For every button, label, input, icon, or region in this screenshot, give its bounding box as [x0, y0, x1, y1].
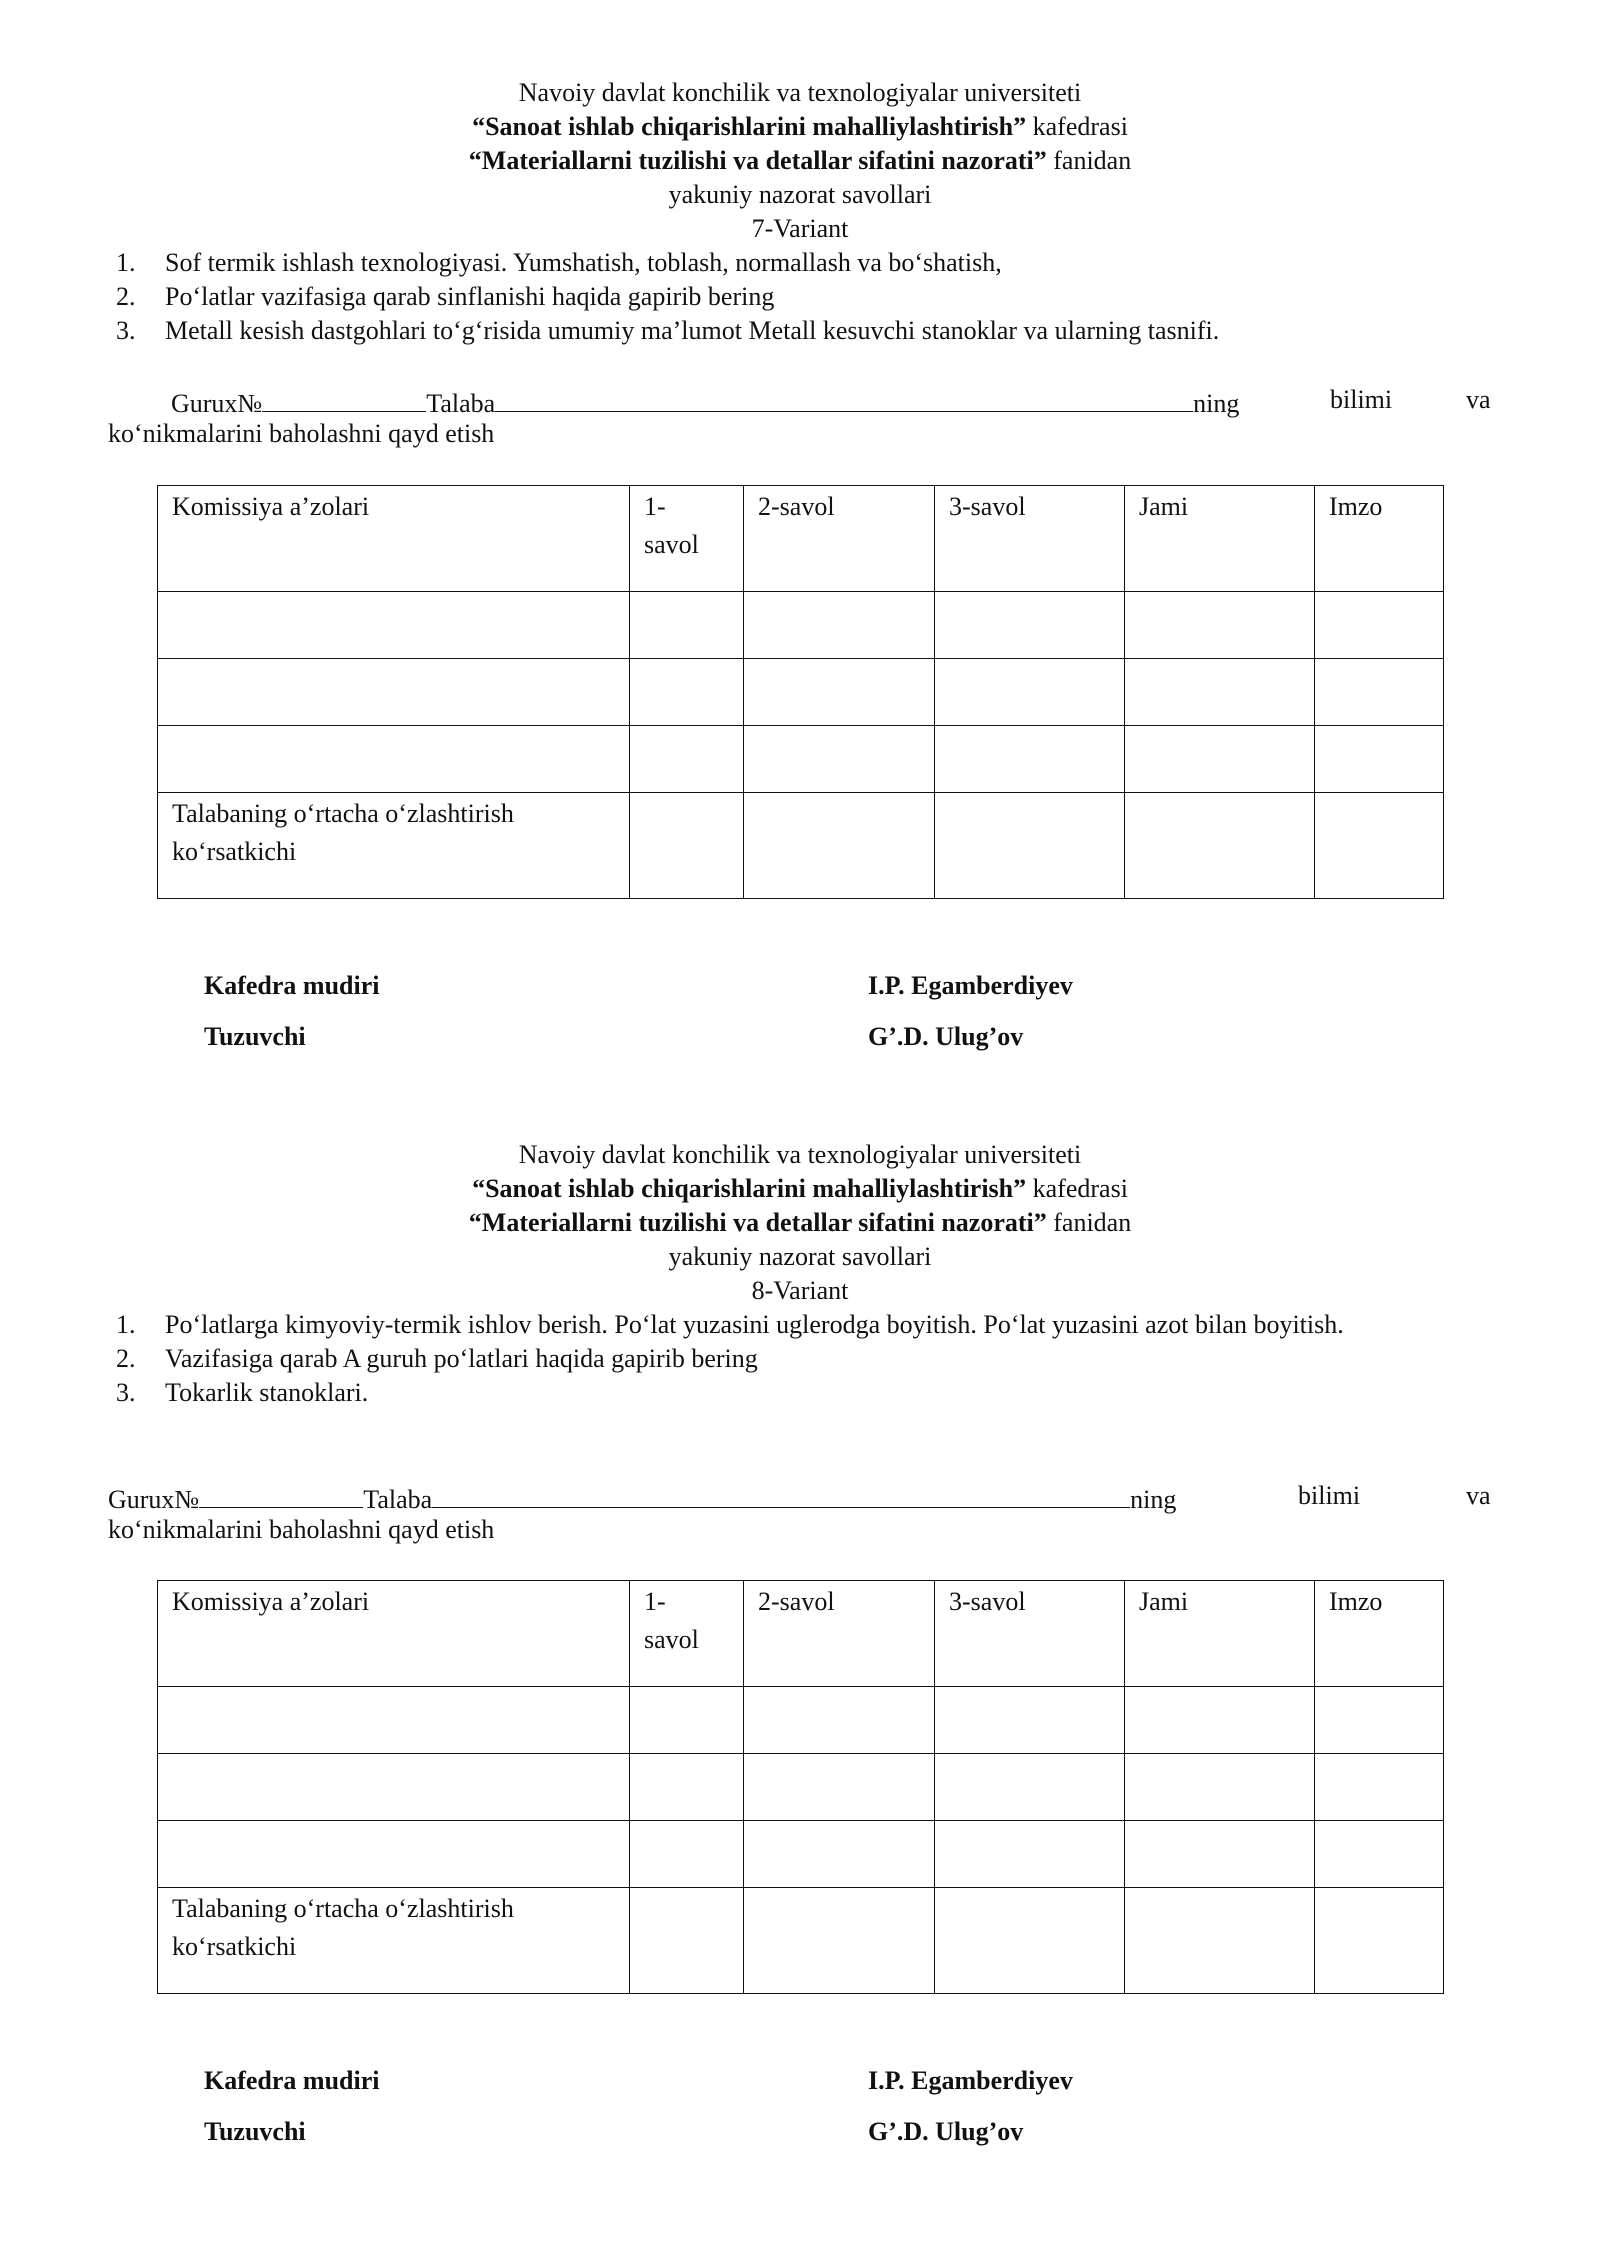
- header-q1: [630, 486, 744, 592]
- question-item: [108, 1342, 1378, 1376]
- subject-suffix: fanidan: [1046, 1208, 1132, 1237]
- average-label-line1: Talabaning o‘rtacha o‘zlashtirish: [172, 1894, 514, 1923]
- author-role: Tuzuvchi: [204, 1022, 306, 1051]
- department-suffix: kafedrasi: [1026, 1174, 1128, 1203]
- header-q3: 3-savol: [935, 486, 1125, 592]
- table-row: [158, 1821, 1444, 1888]
- table-row: [158, 1687, 1444, 1754]
- question-item: [108, 1376, 1378, 1410]
- question-number: 1.: [116, 248, 136, 277]
- table-cell[interactable]: [744, 1888, 935, 1994]
- student-name-blank[interactable]: [432, 1479, 1130, 1508]
- table-cell[interactable]: [630, 793, 744, 899]
- va-word: va: [1466, 385, 1491, 414]
- table-cell[interactable]: [158, 592, 630, 659]
- subject-line: [0, 1206, 1600, 1240]
- head-name: I.P. Egamberdiyev: [868, 2066, 1073, 2095]
- ning-word: ning: [1130, 1485, 1177, 1514]
- table-cell[interactable]: [630, 592, 744, 659]
- table-cell[interactable]: [744, 659, 935, 726]
- header-q1-line1: 1-: [644, 492, 666, 521]
- va-word: va: [1466, 1481, 1491, 1510]
- header-q1-line2: savol: [644, 1625, 699, 1654]
- table-header-row: [158, 486, 1444, 592]
- author-name: G’.D. Ulug’ov: [868, 2117, 1024, 2146]
- question-item: [108, 280, 1408, 314]
- header-signature: Imzo: [1315, 1581, 1444, 1687]
- table-cell[interactable]: [1315, 1821, 1444, 1888]
- table-cell[interactable]: [1125, 793, 1315, 899]
- table-cell[interactable]: [935, 726, 1125, 793]
- table-cell[interactable]: [1315, 1687, 1444, 1754]
- question-number: 3.: [116, 316, 136, 345]
- table-cell[interactable]: [935, 793, 1125, 899]
- average-label-line1: Talabaning o‘rtacha o‘zlashtirish: [172, 799, 514, 828]
- table-row: [158, 1754, 1444, 1821]
- table-row: [158, 592, 1444, 659]
- variant-title: 7-Variant: [751, 214, 849, 243]
- question-text: Metall kesish dastgohlari to‘g‘risida umumiy ma’lumot Metall kesuvchi stanoklar va ularning tasnifi.: [165, 316, 1220, 345]
- table-row: [158, 659, 1444, 726]
- university-name: Navoiy davlat konchilik va texnologiyalar universiteti: [518, 1140, 1082, 1169]
- table-cell[interactable]: [744, 1687, 935, 1754]
- table-cell[interactable]: [1125, 1821, 1315, 1888]
- header-block-1: [0, 76, 1600, 246]
- bilimi-word: bilimi: [1330, 385, 1393, 414]
- department-name: “Sanoat ishlab chiqarishlarini mahalliylashtirish”: [472, 1174, 1027, 1203]
- question-item: [108, 246, 1408, 280]
- student-label: Talaba: [426, 389, 496, 418]
- table-cell[interactable]: [744, 726, 935, 793]
- table-cell[interactable]: [935, 1687, 1125, 1754]
- group-blank[interactable]: [199, 1479, 363, 1508]
- question-item: [108, 1308, 1378, 1342]
- author-name: G’.D. Ulug’ov: [868, 1022, 1024, 1051]
- university-name: Navoiy davlat konchilik va texnologiyalar universiteti: [518, 78, 1082, 107]
- question-list-2: [108, 1308, 1378, 1410]
- table-cell[interactable]: [1125, 1888, 1315, 1994]
- question-number: 2.: [116, 282, 136, 311]
- table-cell[interactable]: [1125, 1687, 1315, 1754]
- subject-line: [0, 144, 1600, 178]
- table-cell[interactable]: [630, 1888, 744, 1994]
- question-item: [108, 314, 1408, 348]
- table-cell[interactable]: [630, 1687, 744, 1754]
- department-name: “Sanoat ishlab chiqarishlarini mahalliylashtirish”: [472, 112, 1027, 141]
- head-role: Kafedra mudiri: [204, 971, 380, 1000]
- table-cell[interactable]: [1125, 659, 1315, 726]
- average-label: [158, 1888, 630, 1994]
- question-text: Po‘latlar vazifasiga qarab sinflanishi haqida gapirib bering: [165, 282, 775, 311]
- table-cell[interactable]: [630, 1754, 744, 1821]
- student-label: Talaba: [363, 1485, 433, 1514]
- table-cell[interactable]: [744, 592, 935, 659]
- average-label-line2: ko‘rsatkichi: [172, 837, 297, 866]
- question-number: 3.: [116, 1378, 136, 1407]
- table-cell[interactable]: [744, 1754, 935, 1821]
- average-label: [158, 793, 630, 899]
- table-cell[interactable]: [630, 659, 744, 726]
- table-cell[interactable]: [1315, 1888, 1444, 1994]
- table-footer-row: [158, 1888, 1444, 1994]
- table-cell[interactable]: [1125, 592, 1315, 659]
- exam-title: yakuniy nazorat savollari: [668, 180, 932, 209]
- table-cell[interactable]: [744, 1821, 935, 1888]
- header-commission: Komissiya a’zolari: [158, 1581, 630, 1687]
- question-number: 2.: [116, 1344, 136, 1373]
- table-cell[interactable]: [744, 793, 935, 899]
- table-row: [158, 726, 1444, 793]
- header-q1-line2: savol: [644, 530, 699, 559]
- question-text: Tokarlik stanoklari.: [165, 1378, 369, 1407]
- question-text: Sof termik ishlash texnologiyasi. Yumshatish, toblash, normallash va bo‘shatish,: [165, 248, 1002, 277]
- table-cell[interactable]: [158, 1687, 630, 1754]
- subject-name: “Materiallarni tuzilishi va detallar sifatini nazorati”: [468, 1208, 1047, 1237]
- table-cell[interactable]: [1315, 659, 1444, 726]
- author-role: Tuzuvchi: [204, 2117, 306, 2146]
- table-cell[interactable]: [158, 1754, 630, 1821]
- average-label-line2: ko‘rsatkichi: [172, 1932, 297, 1961]
- department-line: [0, 110, 1600, 144]
- table-cell[interactable]: [630, 1821, 744, 1888]
- header-q3: 3-savol: [935, 1581, 1125, 1687]
- group-label: Gurux№: [108, 1485, 200, 1514]
- bilimi-word: bilimi: [1298, 1481, 1361, 1510]
- head-role: Kafedra mudiri: [204, 2066, 380, 2095]
- table-cell[interactable]: [1125, 726, 1315, 793]
- head-name: I.P. Egamberdiyev: [868, 971, 1073, 1000]
- header-q1-line1: 1-: [644, 1587, 666, 1616]
- exam-title: yakuniy nazorat savollari: [668, 1242, 932, 1271]
- table-cell[interactable]: [1125, 1754, 1315, 1821]
- table-cell[interactable]: [158, 1821, 630, 1888]
- table-cell[interactable]: [1315, 1754, 1444, 1821]
- grading-table-1: [157, 485, 1444, 899]
- header-commission: Komissiya a’zolari: [158, 486, 630, 592]
- group-blank[interactable]: [262, 383, 426, 412]
- student-line-continuation: ko‘nikmalarini baholashni qayd etish: [108, 419, 495, 448]
- student-line-continuation: ko‘nikmalarini baholashni qayd etish: [108, 1515, 495, 1544]
- ning-word: ning: [1193, 389, 1240, 418]
- grading-table-2: [157, 1580, 1444, 1994]
- question-number: 1.: [116, 1310, 136, 1339]
- department-suffix: kafedrasi: [1026, 112, 1128, 141]
- subject-suffix: fanidan: [1046, 146, 1132, 175]
- header-q2: 2-savol: [744, 486, 935, 592]
- variant-title: 8-Variant: [751, 1276, 849, 1305]
- table-cell[interactable]: [935, 592, 1125, 659]
- subject-name: “Materiallarni tuzilishi va detallar sifatini nazorati”: [468, 146, 1047, 175]
- student-name-blank[interactable]: [495, 383, 1193, 412]
- header-total: Jami: [1125, 486, 1315, 592]
- table-cell[interactable]: [158, 659, 630, 726]
- table-cell[interactable]: [1315, 793, 1444, 899]
- header-signature: Imzo: [1315, 486, 1444, 592]
- table-cell[interactable]: [935, 1888, 1125, 1994]
- table-cell[interactable]: [158, 726, 630, 793]
- table-cell[interactable]: [1315, 726, 1444, 793]
- question-list-1: [108, 246, 1408, 348]
- header-q1: [630, 1581, 744, 1687]
- table-cell[interactable]: [1315, 592, 1444, 659]
- question-text: Po‘latlarga kimyoviy-termik ishlov berish. Po‘lat yuzasini uglerodga boyitish. Po‘lat yuzasini azot bilan boyitish.: [165, 1310, 1344, 1339]
- table-cell[interactable]: [935, 1754, 1125, 1821]
- table-cell[interactable]: [935, 659, 1125, 726]
- table-footer-row: [158, 793, 1444, 899]
- header-block-2: [0, 1138, 1600, 1308]
- question-text: Vazifasiga qarab A guruh po‘latlari haqida gapirib bering: [165, 1344, 758, 1373]
- header-total: Jami: [1125, 1581, 1315, 1687]
- group-label: Gurux№: [171, 389, 263, 418]
- header-q2: 2-savol: [744, 1581, 935, 1687]
- department-line: [0, 1172, 1600, 1206]
- table-cell[interactable]: [630, 726, 744, 793]
- table-header-row: [158, 1581, 1444, 1687]
- table-cell[interactable]: [935, 1821, 1125, 1888]
